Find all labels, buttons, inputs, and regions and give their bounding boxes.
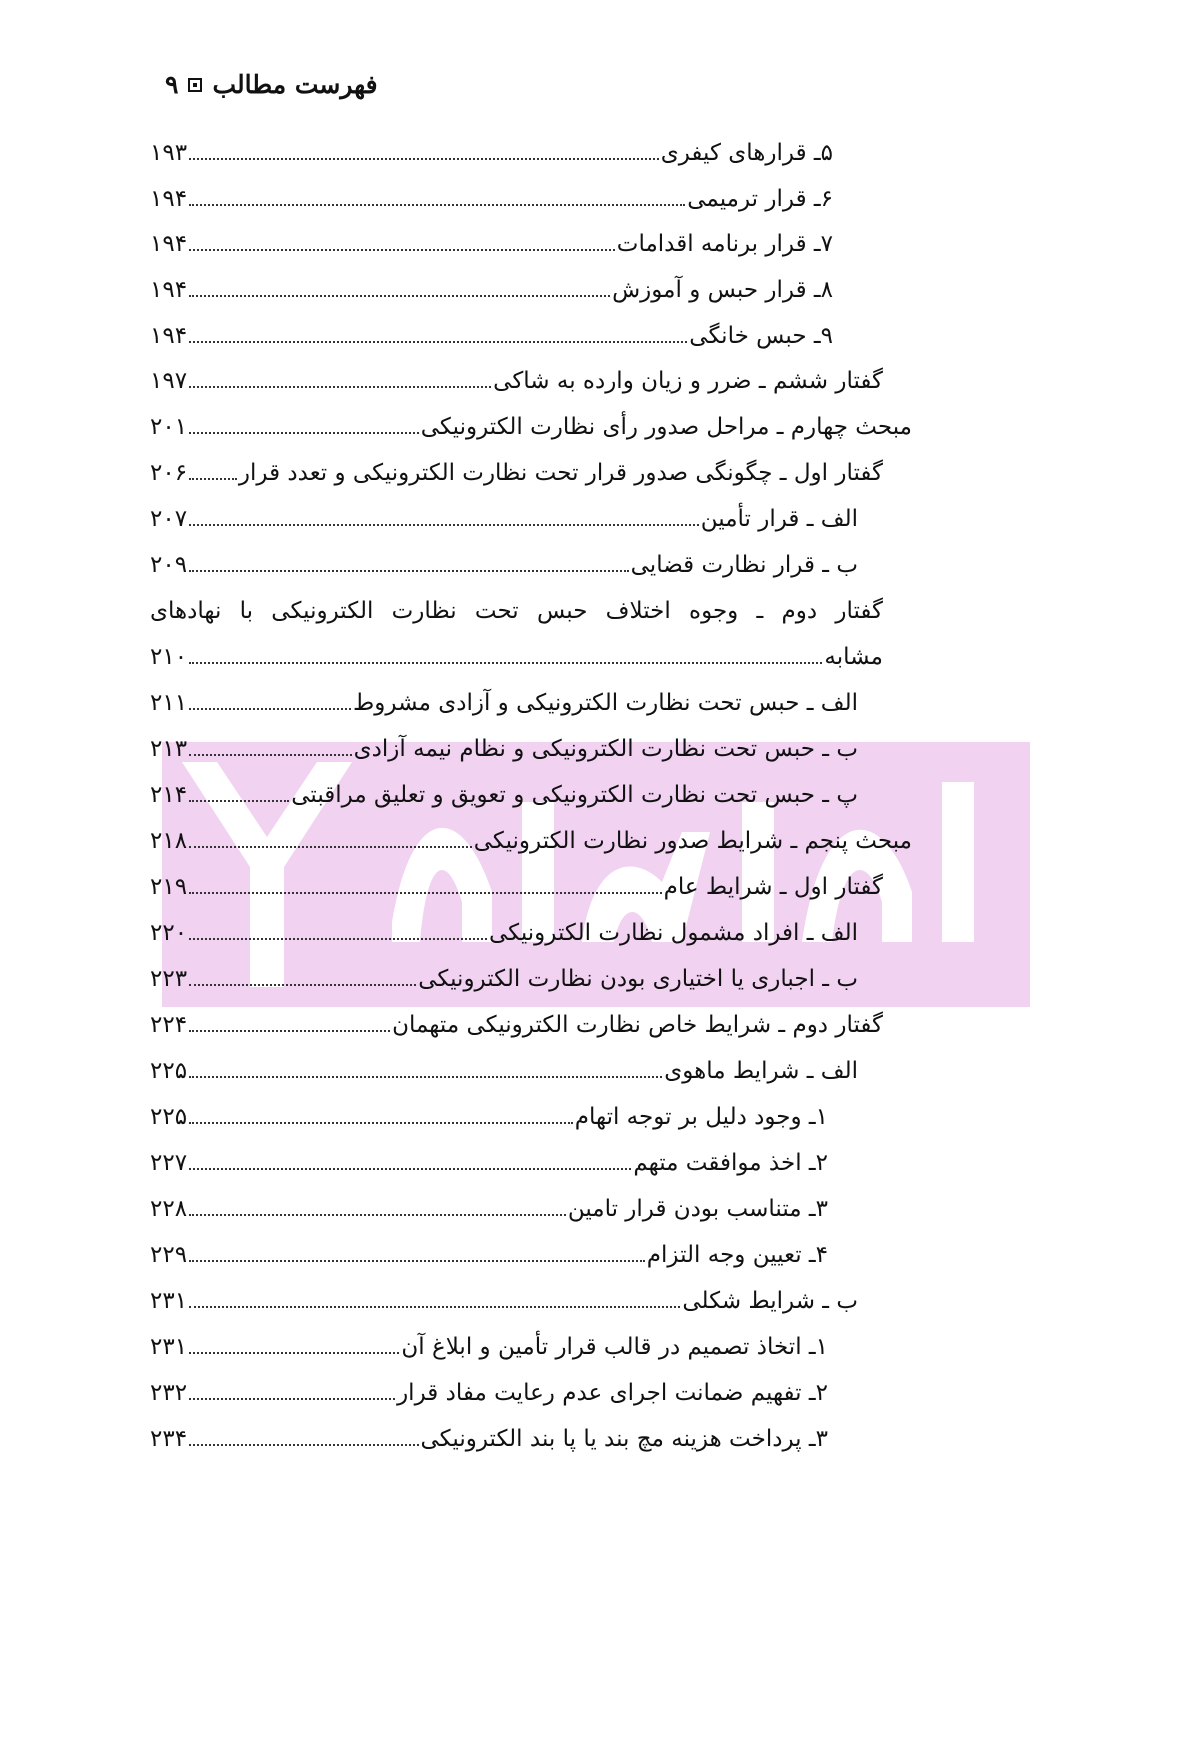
toc-entry[interactable] [150, 640, 883, 674]
toc-entry-title: ۲ـ اخذ موافقت متهم [633, 1150, 828, 1176]
toc-entry[interactable] [150, 1008, 883, 1042]
dot-leader [189, 962, 416, 986]
toc-entry-title-continued: مشابه [824, 644, 883, 670]
toc-entry-title: ۹ـ حبس خانگی [689, 323, 833, 349]
toc-entry[interactable] [150, 870, 883, 904]
toc-entry-page: ۲۳۴ [150, 1426, 188, 1452]
dot-leader [189, 732, 352, 756]
toc-entry[interactable] [150, 273, 833, 307]
toc-entry-title: مبحث پنجم ـ شرایط صدور نظارت الکترونیکی [473, 828, 912, 854]
toc-entry-title: گفتار اول ـ شرایط عام [663, 874, 883, 900]
toc-entry-title: گفتار اول ـ چگونگی صدور قرار تحت نظارت الکترونیکی و تعدد قرار [238, 460, 883, 486]
dot-leader [189, 319, 687, 343]
toc-entry-page: ۲۱۱ [150, 690, 188, 716]
toc-entry-title: ۴ـ تعیین وجه التزام [646, 1242, 828, 1268]
toc-entry-page: ۲۲۰ [150, 920, 188, 946]
toc-entry-page: ۲۳۱ [150, 1288, 188, 1314]
toc-entry-title: گفتار ششم ـ ضرر و زیان وارده به شاکی [493, 368, 883, 394]
toc-entry[interactable] [150, 778, 858, 812]
toc-entry[interactable] [150, 182, 833, 216]
toc-entry[interactable] [150, 319, 833, 353]
toc-entry[interactable] [150, 1330, 828, 1364]
toc-entry-page: ۲۱۹ [150, 874, 188, 900]
toc-entry[interactable] [150, 1284, 858, 1318]
toc-entry-title: ۳ـ متناسب بودن قرار تامین [567, 1196, 828, 1222]
dot-leader [189, 1008, 390, 1032]
toc-entry-title: ۲ـ تفهیم ضمانت اجرای عدم رعایت مفاد قرار [397, 1380, 828, 1406]
toc-entry[interactable] [150, 410, 912, 444]
toc-entry-page: ۱۹۴ [150, 323, 188, 349]
toc-entry[interactable] [150, 364, 883, 398]
toc-entry-title: الف ـ افراد مشمول نظارت الکترونیکی [488, 920, 858, 946]
dot-leader [189, 1192, 566, 1216]
running-header [165, 70, 385, 99]
dot-leader [189, 227, 615, 251]
dot-leader [189, 1238, 645, 1262]
toc-entry-page: ۲۳۲ [150, 1380, 188, 1406]
dot-leader [189, 870, 662, 894]
toc-entry-page: ۲۰۱ [150, 414, 188, 440]
toc-entry[interactable] [150, 1100, 828, 1134]
dot-leader [189, 1054, 662, 1078]
toc-entry[interactable] [150, 1192, 828, 1226]
toc-entry[interactable] [150, 502, 858, 536]
toc-entry-page: ۱۹۴ [150, 231, 188, 257]
toc-entry-title: ۳ـ پرداخت هزینه مچ بند یا پا بند الکترونیکی [420, 1426, 828, 1452]
toc-entry[interactable] [150, 686, 858, 720]
dot-leader [189, 778, 289, 802]
toc-entry[interactable] [150, 1146, 828, 1180]
toc-entry-title[interactable]: گفتار دوم ـ وجوه اختلاف حبس تحت نظارت الکترونیکی با نهادهای [150, 598, 883, 624]
toc-entry-title: مبحث چهارم ـ مراحل صدور رأی نظارت الکترونیکی [420, 414, 912, 440]
toc-entry-page: ۲۲۸ [150, 1196, 188, 1222]
toc-entry[interactable] [150, 1238, 828, 1272]
square-bullet-icon [188, 78, 202, 92]
toc-entry-page: ۱۹۴ [150, 186, 188, 212]
dot-leader [189, 1100, 573, 1124]
header-title: فهرست مطالب [212, 70, 378, 99]
toc-entry-page: ۲۳۱ [150, 1334, 188, 1360]
dot-leader [189, 916, 487, 940]
dot-leader [189, 410, 419, 434]
toc-entry[interactable] [150, 548, 858, 582]
toc-entry[interactable] [150, 227, 833, 261]
toc-entry-page: ۲۱۸ [150, 828, 188, 854]
dot-leader [189, 1422, 418, 1446]
toc-entry-page: ۲۰۶ [150, 460, 188, 486]
toc-entry[interactable] [150, 1422, 828, 1456]
toc-entry[interactable] [150, 1376, 828, 1410]
toc-entry-page: ۲۱۰ [150, 644, 188, 670]
dot-leader [189, 824, 472, 848]
toc-entry-title: ۶ـ قرار ترمیمی [687, 186, 833, 212]
dot-leader [189, 1330, 399, 1354]
dot-leader [189, 1376, 395, 1400]
toc-entry-title: ۷ـ قرار برنامه اقدامات [616, 231, 833, 257]
toc-entry[interactable] [150, 1054, 858, 1088]
toc-entry-page: ۲۰۹ [150, 552, 188, 578]
toc-entry-title: ۵ـ قرارهای کیفری [660, 140, 833, 166]
toc-entry[interactable] [150, 916, 858, 950]
toc-entry-page: ۲۱۳ [150, 736, 188, 762]
toc-entry-page: ۲۲۵ [150, 1058, 188, 1084]
toc-entry-title: ۱ـ وجود دلیل بر توجه اتهام [574, 1104, 828, 1130]
toc-entry-page: ۲۲۹ [150, 1242, 188, 1268]
dot-leader [189, 364, 491, 388]
dot-leader [189, 136, 659, 160]
dot-leader [189, 686, 351, 710]
toc-entry-page: ۲۱۴ [150, 782, 188, 808]
toc-entry-page: ۲۲۵ [150, 1104, 188, 1130]
toc-entry[interactable] [150, 732, 858, 766]
toc-entry-page: ۱۹۴ [150, 277, 188, 303]
toc-entry[interactable] [150, 824, 912, 858]
toc-entry-page: ۲۲۳ [150, 966, 188, 992]
toc-entry-title: ب ـ اجباری یا اختیاری بودن نظارت الکترونیکی [418, 966, 858, 992]
toc-entry-title: ۸ـ قرار حبس و آموزش [612, 277, 833, 303]
header-page-number: ۹ [165, 70, 179, 99]
dot-leader [189, 182, 685, 206]
toc-entry-title: الف ـ شرایط ماهوی [664, 1058, 858, 1084]
toc-entry-page: ۱۹۳ [150, 140, 188, 166]
dot-leader [189, 502, 699, 526]
toc-entry-page: ۱۹۷ [150, 368, 188, 394]
toc-entry-title: ب ـ شرایط شکلی [682, 1288, 858, 1314]
dot-leader [189, 273, 610, 297]
dot-leader [189, 1284, 680, 1308]
toc-entry-page: ۲۲۴ [150, 1012, 188, 1038]
toc-entry-title: ب ـ قرار نظارت قضایی [630, 552, 858, 578]
toc-entry[interactable] [150, 456, 883, 490]
toc-entry[interactable] [150, 136, 833, 170]
dot-leader [189, 1146, 631, 1170]
toc-entry-title: الف ـ قرار تأمین [700, 506, 858, 532]
dot-leader [189, 640, 822, 664]
dot-leader [189, 456, 237, 480]
dot-leader [189, 548, 629, 572]
toc-entry-title: گفتار دوم ـ شرایط خاص نظارت الکترونیکی متهمان [392, 1012, 883, 1038]
toc-entry-title: الف ـ حبس تحت نظارت الکترونیکی و آزادی مشروط [353, 690, 858, 716]
toc-entry-title: ۱ـ اتخاذ تصمیم در قالب قرار تأمین و ابلاغ آن [401, 1334, 828, 1360]
toc-entry-title: پ ـ حبس تحت نظارت الکترونیکی و تعویق و تعلیق مراقبتی [291, 782, 858, 808]
toc-entry-page: ۲۲۷ [150, 1150, 188, 1176]
toc-entry[interactable] [150, 962, 858, 996]
toc-entry-page: ۲۰۷ [150, 506, 188, 532]
toc-entry-title: ب ـ حبس تحت نظارت الکترونیکی و نظام نیمه آزادی [353, 736, 858, 762]
